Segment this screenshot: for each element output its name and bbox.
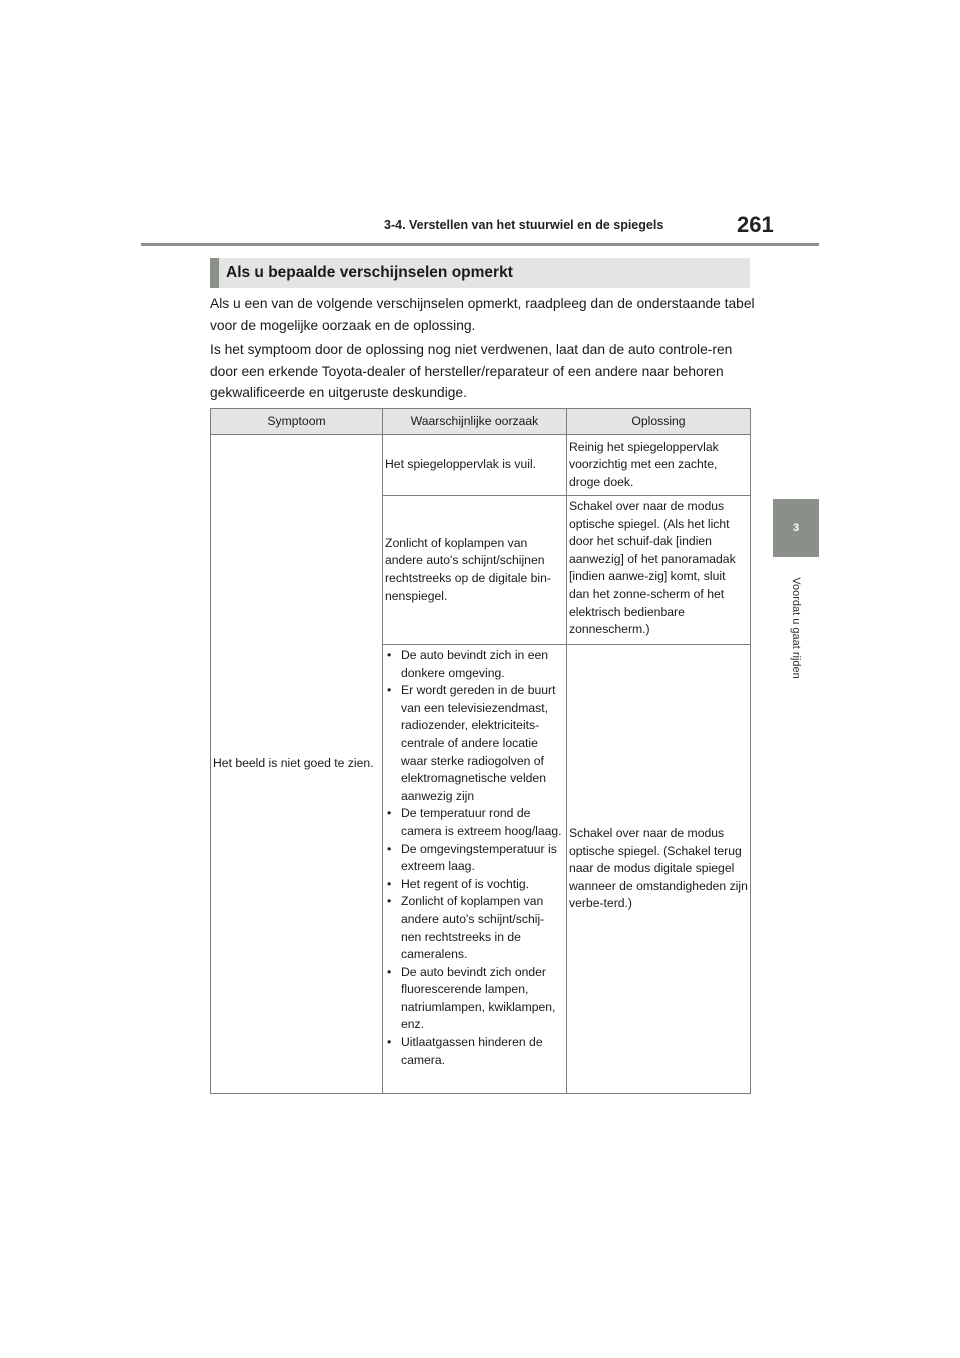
header-solution: Oplossing — [567, 409, 751, 435]
header-cause: Waarschijnlijke oorzaak — [383, 409, 567, 435]
chapter-number: 3 — [792, 522, 800, 534]
cause-list — [385, 647, 564, 1069]
page-number: 261 — [737, 212, 774, 237]
header-rule — [141, 243, 819, 246]
list-item: • Uitlaatgassen hinderen de camera. — [385, 1034, 564, 1069]
header-symptom: Symptoom — [211, 409, 383, 435]
list-item: • De auto bevindt zich onder fluorescerende lampen, natriumlampen, kwiklampen, enz. — [385, 964, 564, 1034]
cause-cell: Het spiegeloppervlak is vuil. — [383, 435, 567, 496]
section-heading-text: Als u bepaalde verschijnselen opmerkt — [226, 264, 513, 281]
chapter-tab[interactable] — [773, 499, 819, 557]
cause-cell: Zonlicht of koplampen van andere auto's schijnt/schijnen rechtstreeks op de digitale bin-nenspiegel. — [383, 496, 567, 645]
solution-cell: Schakel over naar de modus optische spiegel. (Schakel terug naar de modus digitale spiegel wanneer de omstandigheden zijn verbe-terd.) — [567, 645, 751, 1094]
cause-list-cell — [383, 645, 567, 1094]
symptom-table — [210, 408, 751, 1094]
list-item: • De temperatuur rond de camera is extreem hoog/laag. — [385, 805, 564, 840]
symptom-cell: Het beeld is niet goed te zien. — [211, 435, 383, 1094]
list-item: • De omgevingstemperatuur is extreem laag. — [385, 841, 564, 876]
section-heading — [210, 258, 750, 288]
list-item: • Het regent of is vochtig. — [385, 876, 564, 894]
dealer-paragraph: Is het symptoom door de oplossing nog niet verdwenen, laat dan de auto controle-ren door een erkende Toyota-dealer of hersteller/reparateur of een andere naar behoren gekwalificeerde en uitgeruste deskundige. — [210, 342, 733, 400]
solution-cell: Reinig het spiegeloppervlak voorzichtig met een zachte, droge doek. — [567, 435, 751, 496]
list-item: • Zonlicht of koplampen van andere auto's schijnt/schij-nen rechtstreeks in de cameralens. — [385, 893, 564, 963]
intro-paragraph: Als u een van de volgende verschijnselen opmerkt, raadpleeg dan de onderstaande tabel voor de mogelijke oorzaak en de oplossing. — [210, 296, 755, 333]
solution-cell: Schakel over naar de modus optische spiegel. (Als het licht door het schuif-dak [indien aanwezig] of het panoramadak [indien aanwe-zig] komt, sluit dan het zonne-scherm of het elektrisch bedienbare zonnescherm.) — [567, 496, 751, 645]
running-header-title: 3-4. Verstellen van het stuurwiel en de spiegels — [384, 218, 664, 232]
list-item: • De auto bevindt zich in een donkere omgeving. — [385, 647, 564, 682]
table-header-row — [211, 409, 751, 435]
table-row — [211, 435, 751, 496]
chapter-title: Voordat u gaat rijden — [790, 577, 802, 679]
list-item: • Er wordt gereden in de buurt van een televisiezendmast, radiozender, elektriciteits-centrale of andere locatie waar sterke radiogolven of elektromagnetische velden aanwezig zijn — [385, 682, 564, 805]
